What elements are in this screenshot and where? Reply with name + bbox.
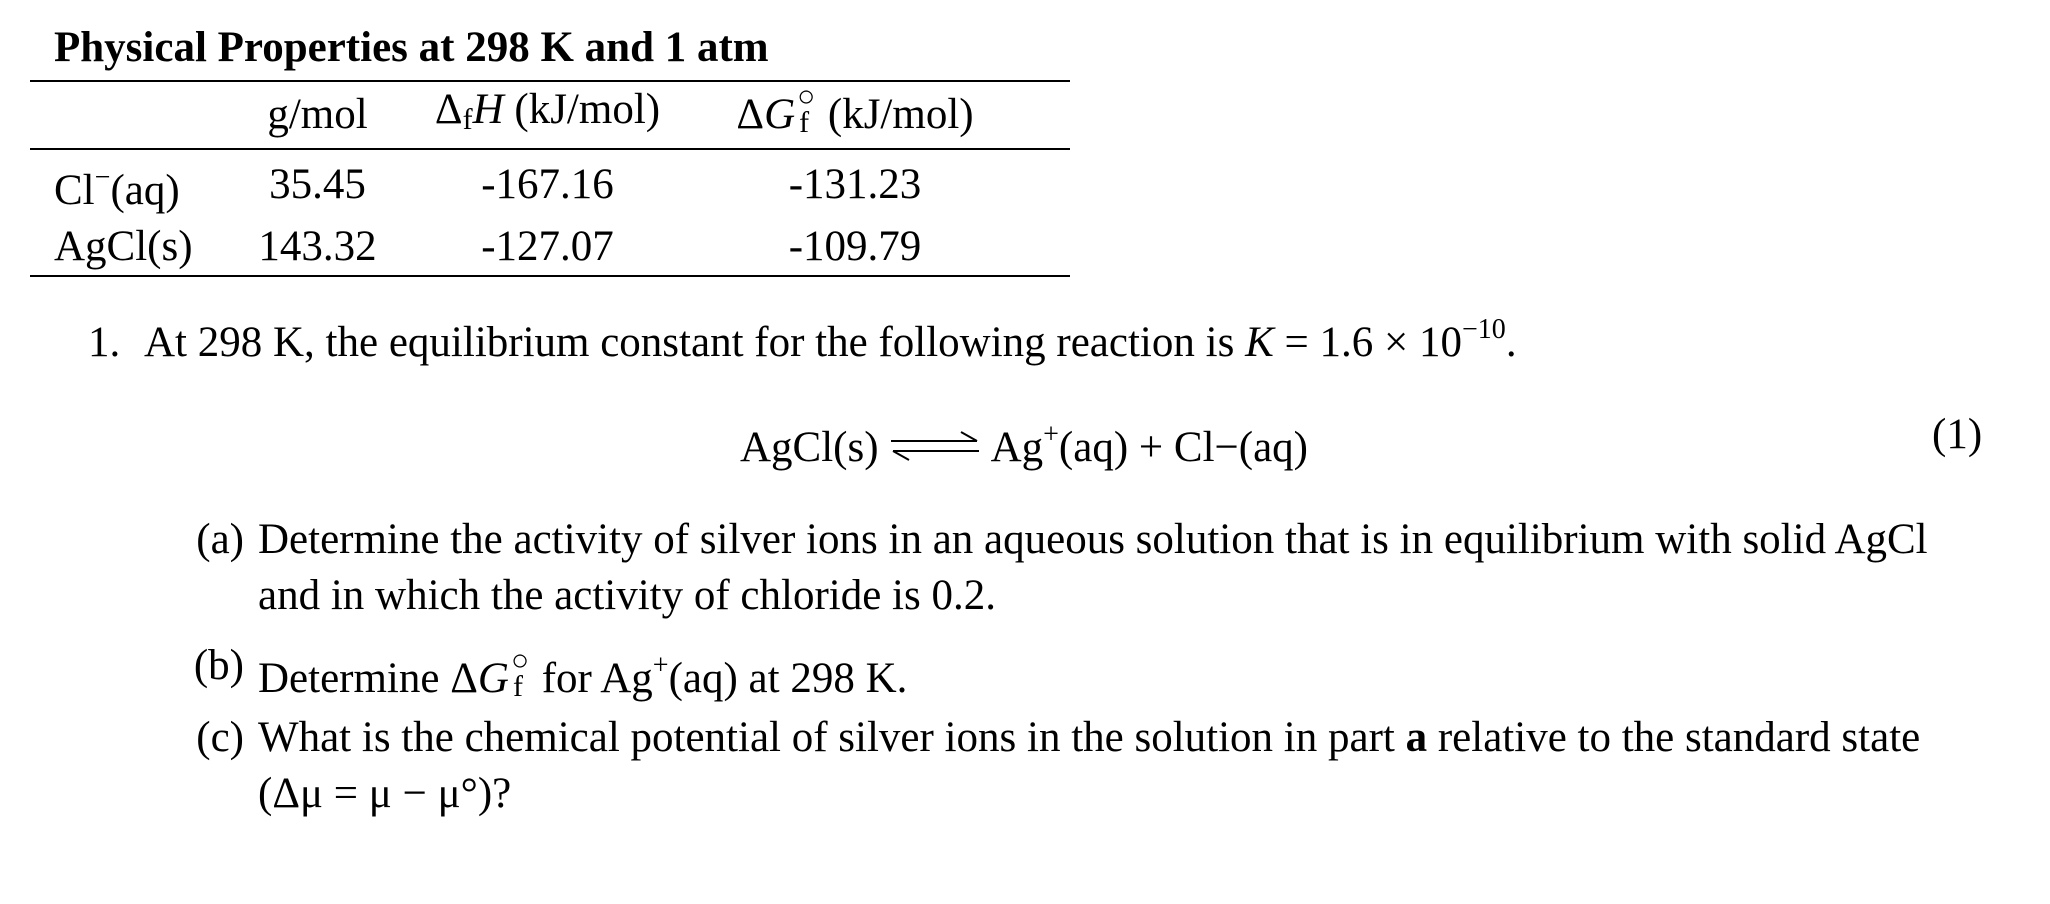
part-b-prefix: Determine Δ	[258, 655, 478, 702]
part-b-charge: +	[652, 650, 669, 681]
part-b-label: (b)	[193, 642, 244, 689]
properties-table-block	[30, 18, 1070, 277]
part-c-text	[244, 710, 1998, 822]
equation-right-rest: (aq) + Cl−(aq)	[1058, 424, 1308, 471]
equation-body	[740, 400, 1308, 483]
header-molar-mass: g/mol	[240, 81, 395, 149]
k-symbol: K	[1245, 319, 1274, 366]
header-spacer	[1010, 81, 1070, 149]
equation-left: AgCl(s)	[740, 424, 879, 471]
part-a-line1: Determine the activity of silver ions in an aqueous solution that is in equilibrium with solid AgCl	[258, 516, 1928, 563]
part-b	[168, 638, 1998, 707]
problem-number: 1.	[88, 319, 121, 366]
part-c-line1	[258, 710, 1998, 766]
species-cell	[30, 219, 240, 276]
equation-right-ag-charge: +	[1043, 419, 1059, 450]
table-row	[30, 219, 1070, 276]
part-c-line1-bold: a	[1405, 714, 1428, 761]
species-cell	[30, 149, 240, 219]
part-b-text	[244, 638, 1998, 707]
part-c-line1-suffix: relative to the standard state	[1427, 714, 1921, 761]
part-b-sub: f	[512, 670, 523, 703]
header-gibbs-delta: Δ	[736, 91, 765, 138]
species-state: (aq)	[110, 167, 180, 214]
gibbs-cell: -131.23	[788, 160, 922, 208]
header-gibbs	[700, 81, 1010, 149]
part-b-sup: ○	[510, 644, 530, 677]
spacer-cell	[1010, 149, 1070, 219]
k-equals: = 1.6 × 10	[1273, 319, 1463, 366]
header-enthalpy	[395, 81, 700, 149]
k-exponent: −10	[1462, 314, 1506, 345]
equation-right-ag: Ag	[990, 424, 1044, 471]
gibbs-cell: -109.79	[788, 223, 922, 270]
header-species	[30, 81, 240, 149]
part-a	[168, 512, 1998, 624]
species-base: AgCl(s)	[54, 223, 193, 270]
problem-statement	[88, 302, 1988, 371]
header-enthalpy-unit: (kJ/mol)	[514, 86, 661, 133]
part-a-line2: and in which the activity of chloride is 0.2.	[258, 572, 996, 619]
equilibrium-arrow-icon	[889, 425, 981, 465]
species-charge: −	[94, 162, 111, 193]
table-title: Physical Properties at 298 K and 1 atm	[54, 24, 769, 71]
molar-mass-cell: 35.45	[269, 160, 366, 208]
header-gibbs-sup: ○	[797, 80, 816, 113]
enthalpy-cell: -127.07	[481, 223, 614, 270]
problem-text-suffix: .	[1505, 319, 1517, 366]
problem-text-prefix: At 298 K, the equilibrium constant for the following reaction is	[144, 319, 1246, 366]
part-b-suffix: (aq) at 298 K.	[668, 655, 908, 702]
table-row	[30, 149, 1070, 219]
header-gibbs-unit: (kJ/mol)	[827, 91, 974, 138]
equation-number: (1)	[1932, 411, 1983, 458]
part-b-middle: for Ag	[530, 655, 653, 702]
molar-mass-cell: 143.32	[258, 223, 377, 270]
header-gibbs-symbol: G	[764, 91, 796, 138]
part-c-label: (c)	[196, 714, 244, 761]
properties-table	[30, 80, 1070, 277]
enthalpy-cell: -167.16	[481, 160, 614, 208]
spacer-cell	[1010, 219, 1070, 276]
header-gibbs-sub: f	[799, 106, 810, 139]
part-b-symbol: G	[477, 655, 509, 702]
header-enthalpy-sub: f	[462, 103, 473, 136]
reaction-equation	[0, 400, 2050, 470]
part-c-line2: (Δμ = μ − μ°)?	[258, 770, 512, 817]
part-a-label: (a)	[196, 516, 244, 563]
species-base: Cl	[54, 167, 95, 214]
part-c	[168, 710, 1998, 822]
header-enthalpy-symbol: H	[472, 86, 504, 133]
part-a-text	[244, 512, 1998, 624]
table-header-row	[30, 81, 1070, 149]
part-c-line1-prefix: What is the chemical potential of silver ions in the solution in part	[258, 714, 1406, 761]
header-enthalpy-delta: Δ	[434, 86, 463, 133]
